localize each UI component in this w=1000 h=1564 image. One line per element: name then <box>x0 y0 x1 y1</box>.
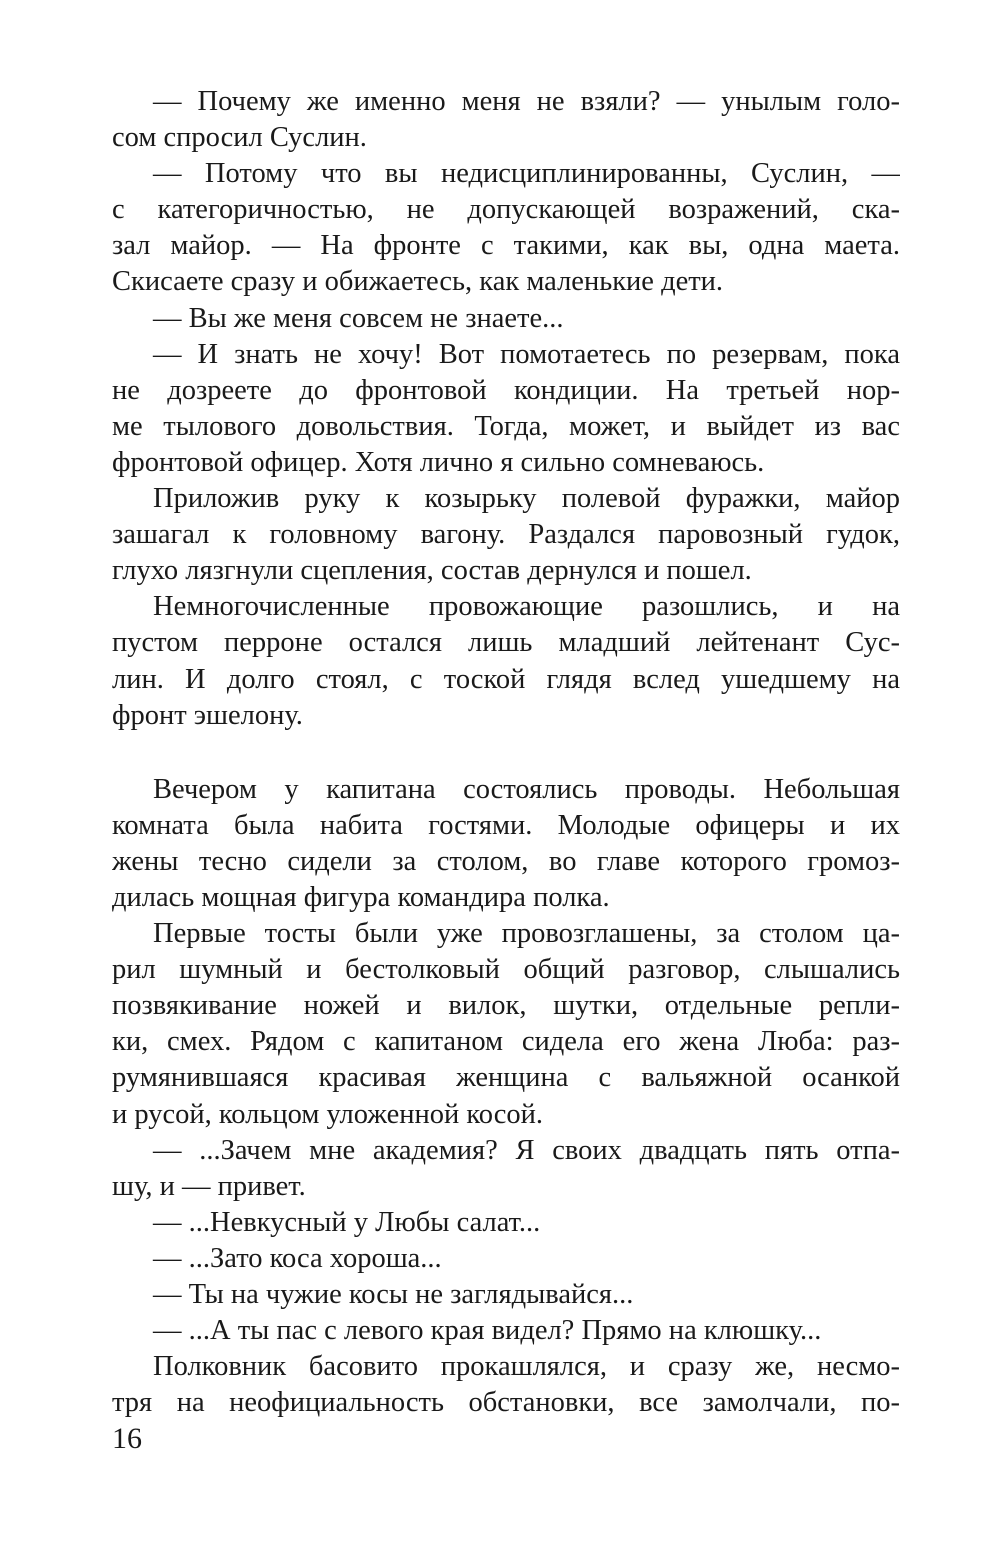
text-line: — Потому что вы недисциплинированны, Суслин, — <box>153 158 900 190</box>
text-line: с категоричностью, не допускающей возражений, ска- <box>112 194 900 226</box>
paragraph <box>112 1241 900 1277</box>
text-line: Первые тосты были уже провозглашены, за столом ца- <box>153 918 900 950</box>
paragraph <box>112 1205 900 1241</box>
text-line: — Вы же меня совсем не знаете... <box>153 302 564 334</box>
paragraph <box>112 1133 900 1205</box>
paragraph <box>112 337 900 481</box>
paragraph <box>112 84 900 156</box>
text-line: тря на неофициальность обстановки, все замолчали, по- <box>112 1387 900 1419</box>
text-line: не дозреете до фронтовой кондиции. На третьей нор- <box>112 374 900 406</box>
text-line: — Почему же именно меня не взяли? — унылым голо- <box>153 86 900 117</box>
text-line: рил шумный и бестолковый общий разговор, слышались <box>112 954 900 986</box>
text-line: сом спросил Суслин. <box>112 122 367 154</box>
paragraph <box>112 772 900 916</box>
page-body <box>112 84 900 1421</box>
text-line: Немногочисленные провожающие разошлись, и на <box>153 591 900 623</box>
text-line: ме тылового довольствия. Тогда, может, и выйдет из вас <box>112 410 900 442</box>
text-line: ки, смех. Рядом с капитаном сидела его жена Люба: раз- <box>112 1026 900 1058</box>
text-line: зал майор. — На фронте с такими, как вы, одна маета. <box>112 230 900 262</box>
text-line: румянившаяся красивая женщина с вальяжной осанкой <box>112 1062 900 1094</box>
text-line: — ...А ты пас с левого края видел? Прямо на клюшку... <box>153 1315 822 1347</box>
text-line: Скисаете сразу и обижаетесь, как маленькие дети. <box>112 266 724 298</box>
paragraph <box>112 1277 900 1313</box>
paragraph <box>112 916 900 1133</box>
text-line: — ...Зато коса хороша... <box>153 1242 442 1274</box>
paragraph <box>112 589 900 733</box>
text-line: — И знать не хочу! Вот помотаетесь по резервам, пока <box>153 338 900 370</box>
text-line: глухо лязгнули сцепления, состав дернулся и пошел. <box>112 555 752 587</box>
text-line: дилась мощная фигура командира полка. <box>112 881 610 913</box>
section-break <box>112 734 900 772</box>
text-line: Полковник басовито прокашлялся, и сразу же, несмо- <box>153 1351 900 1383</box>
page-number: 16 <box>112 1422 142 1455</box>
text-line: Вечером у капитана состоялись проводы. Небольшая <box>153 773 900 805</box>
text-line: фронтовой офицер. Хотя лично я сильно сомневаюсь. <box>112 446 765 478</box>
text-line: пустом перроне остался лишь младший лейтенант Сус- <box>112 627 900 659</box>
text-line: шу, и — привет. <box>112 1170 306 1202</box>
text-line: Приложив руку к козырьку полевой фуражки, майор <box>153 483 900 515</box>
paragraph <box>112 1313 900 1349</box>
paragraph <box>112 1349 900 1421</box>
text-line: — Ты на чужие косы не заглядывайся... <box>153 1279 634 1310</box>
text-line: фронт эшелону. <box>112 699 303 731</box>
text-line: комната была набита гостями. Молодые офицеры и их <box>112 809 900 841</box>
text-line: лин. И долго стоял, с тоской глядя вслед ушедшему на <box>112 663 900 695</box>
text-line: — ...Невкусный у Любы салат... <box>153 1206 541 1238</box>
text-line: позвякивание ножей и вилок, шутки, отдельные репли- <box>112 990 900 1022</box>
paragraph <box>112 301 900 337</box>
text-line: зашагал к головному вагону. Раздался паровозный гудок, <box>112 519 900 551</box>
paragraph <box>112 156 900 300</box>
paragraph <box>112 481 900 589</box>
text-line: — ...Зачем мне академия? Я своих двадцать пять отпа- <box>153 1134 900 1166</box>
text-line: жены тесно сидели за столом, во главе которого громоз- <box>112 845 900 877</box>
text-line: и русой, кольцом уложенной косой. <box>112 1098 544 1130</box>
